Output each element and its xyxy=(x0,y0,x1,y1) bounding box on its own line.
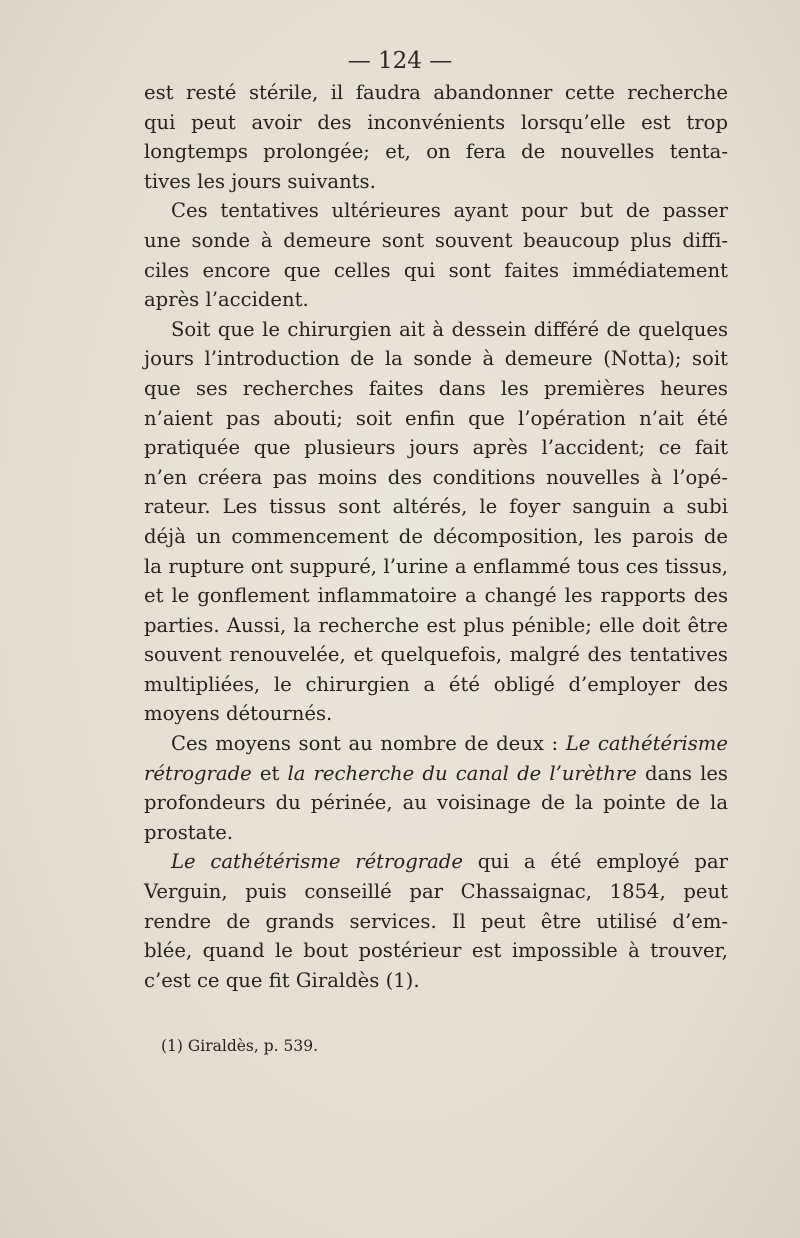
text-segment: ciles encore que celles qui sont faites immédiatement xyxy=(144,258,728,282)
text-segment: et xyxy=(251,761,288,785)
text-segment: jours l’introduction de la sonde à demeure (Notta); soit xyxy=(144,347,728,371)
text-segment: pratiquée que plusieurs jours après l’accident; ce fait xyxy=(144,436,728,460)
text-line xyxy=(144,315,728,345)
text-segment: la rupture ont suppuré, l’urine a enflammé tous ces tissus, xyxy=(144,554,728,578)
body-text xyxy=(144,78,728,995)
italic-text: Le cathétérisme rétrograde xyxy=(171,850,463,874)
text-segment: est resté stérile, il faudra abandonner cette recherche xyxy=(144,81,728,104)
text-segment: que ses recherches faites dans les premières heures xyxy=(144,376,728,400)
text-segment: multipliées, le chirurgien a été obligé d’employer des xyxy=(144,672,728,696)
text-segment: Ces tentatives ultérieures ayant pour but de passer xyxy=(171,199,728,223)
text-segment: une sonde à demeure sont souvent beaucoup plus diffi- xyxy=(144,228,728,252)
text-segment: moyens détournés. xyxy=(144,702,333,726)
text-line xyxy=(144,966,728,996)
text-segment: Ces moyens sont au nombre de deux : xyxy=(171,732,566,756)
text-segment: longtemps prolongée; et, on fera de nouvelles tenta- xyxy=(144,140,728,164)
text-segment: blée, quand le bout postérieur est impossible à trouver, xyxy=(144,939,728,963)
text-line xyxy=(144,877,728,907)
text-segment: c’est ce que fit Giraldès (1). xyxy=(144,968,420,992)
text-line xyxy=(144,285,728,315)
text-line xyxy=(144,256,728,286)
text-segment: déjà un commencement de décomposition, les parois de xyxy=(144,524,728,548)
text-segment: tives les jours suivants. xyxy=(144,169,376,193)
text-line xyxy=(144,226,728,256)
text-line xyxy=(144,78,728,108)
text-line xyxy=(144,433,728,463)
text-line xyxy=(144,640,728,670)
text-line xyxy=(144,374,728,404)
text-segment: rateur. Les tissus sont altérés, le foyer sanguin a subi xyxy=(144,495,728,519)
text-segment: qui peut avoir des inconvénients lorsqu’elle est trop xyxy=(144,110,728,134)
text-segment: Soit que le chirurgien ait à dessein différé de quelques xyxy=(171,317,728,341)
text-line xyxy=(144,492,728,522)
italic-text: rétrograde xyxy=(144,761,252,785)
footnote: (1) Giraldès, p. 539. xyxy=(161,1037,319,1055)
text-line xyxy=(144,137,728,167)
text-line xyxy=(144,167,728,197)
text-line xyxy=(144,936,728,966)
text-line xyxy=(144,108,728,138)
text-segment: n’en créera pas moins des conditions nouvelles à l’opé- xyxy=(144,465,728,489)
italic-text: Le cathétérisme xyxy=(565,732,728,756)
text-segment: souvent renouvelée, et quelquefois, malgré des tentatives xyxy=(144,643,728,667)
text-line xyxy=(144,463,728,493)
text-line xyxy=(144,581,728,611)
italic-text: la recherche du canal de l’urèthre xyxy=(287,761,637,785)
text-segment: n’aient pas abouti; soit enfin que l’opération n’ait été xyxy=(144,406,728,430)
text-segment: et le gonflement inflammatoire a changé les rapports des xyxy=(144,584,728,608)
text-line xyxy=(144,611,728,641)
text-segment: après l’accident. xyxy=(144,288,309,312)
text-line xyxy=(144,522,728,552)
page-number: — 124 — xyxy=(347,48,453,74)
text-segment: profondeurs du périnée, au voisinage de la pointe de la xyxy=(144,791,728,815)
text-line xyxy=(144,404,728,434)
text-line xyxy=(144,788,728,818)
text-line xyxy=(144,729,728,759)
text-line xyxy=(144,552,728,582)
text-line xyxy=(144,907,728,937)
text-line xyxy=(144,699,728,729)
text-line xyxy=(144,344,728,374)
text-segment: rendre de grands services. Il peut être utilisé d’em- xyxy=(144,909,728,933)
text-line xyxy=(144,847,728,877)
text-segment: Verguin, puis conseillé par Chassaignac, 1854, peut xyxy=(144,880,728,904)
text-line xyxy=(144,196,728,226)
text-segment: prostate. xyxy=(144,820,234,844)
text-segment: dans les xyxy=(636,761,728,785)
text-line xyxy=(144,759,728,789)
text-line xyxy=(144,818,728,848)
text-segment: qui a été employé par xyxy=(462,850,728,874)
text-segment: parties. Aussi, la recherche est plus pénible; elle doit être xyxy=(144,613,728,637)
text-line xyxy=(144,670,728,700)
